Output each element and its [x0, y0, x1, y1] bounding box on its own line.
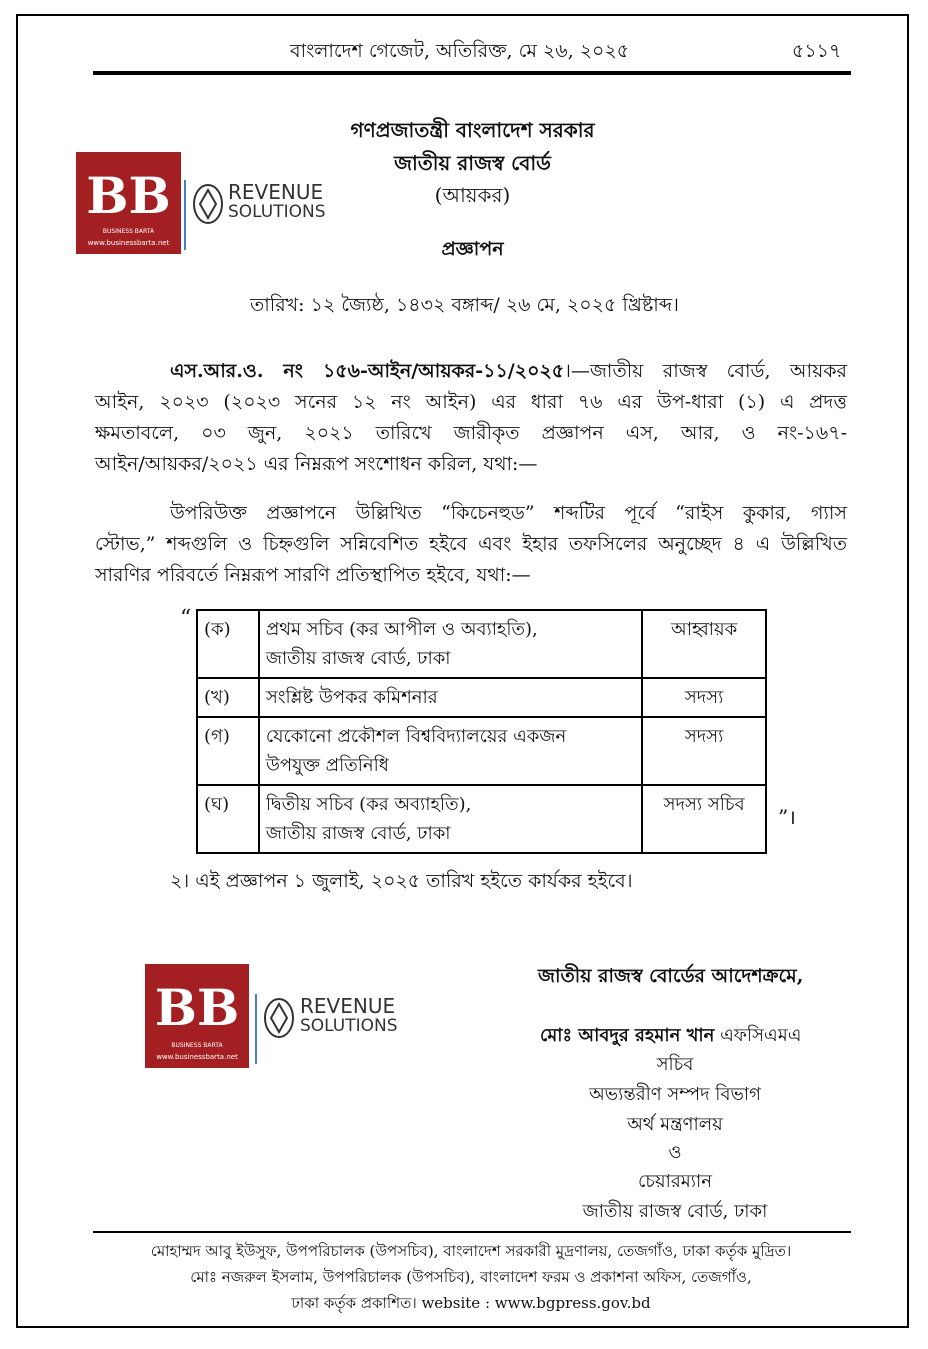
sro-number: এস.আর.ও. নং ১৫৬-আইন/আয়কর-১১/২০২৫: [170, 360, 565, 382]
tax-subtitle: (আয়কর): [434, 183, 511, 207]
row-description: সংশ্লিষ্ট উপকর কমিশনার: [259, 678, 642, 717]
board-title: জাতীয় রাজস্ব বোর্ড: [394, 151, 551, 175]
govt-title: গণপ্রজাতন্ত্রী বাংলাদেশ সরকার: [350, 118, 595, 142]
date-line: তারিখ: ১২ জ্যৈষ্ঠ, ১৪৩২ বঙ্গাব্দ/ ২৬ মে, ২০২৫ খ্রিষ্টাব্দ।: [250, 294, 679, 316]
signatory-division: অভ্যন্তরীণ সম্পদ বিভাগ: [589, 1084, 761, 1105]
table-row: [197, 785, 766, 853]
signatory-title: সচিব: [656, 1054, 694, 1075]
row-code: (খ): [197, 678, 259, 717]
table-row: [197, 678, 766, 717]
gazette-header: বাংলাদেশ গেজেট, অতিরিক্ত, মে ২৬, ২০২৫: [290, 40, 630, 62]
footer-website: ঢাকা কর্তৃক প্রকাশিত। website : www.bgpress.gov.bd: [291, 1294, 651, 1312]
revenue-solutions-icon: [191, 182, 225, 226]
business-barta-logo: BB BUSINESS BARTA www.businessbarta.net: [76, 152, 181, 254]
footer-publisher: মোঃ নজরুল ইসলাম, উপপরিচালক (উপসচিব), বাংলাদেশ ফরম ও প্রকাশনা অফিস, তেজগাঁও,: [190, 1268, 752, 1286]
signatory-name: মোঃ আবদুর রহমান খান এফসিএমএ: [540, 1025, 802, 1046]
table-row: [197, 610, 766, 678]
effective-date-paragraph: ২। এই প্রজ্ঞাপন ১ জুলাই, ২০২৫ তারিখ হইতে কার্যকর হইবে।: [170, 870, 633, 892]
watermark-logo: BB BUSINESS BARTA www.businessbarta.net REVENUE SOLUTIONS: [76, 152, 356, 254]
header-rule: [93, 71, 851, 75]
table-close-quote: ”।: [778, 805, 796, 829]
row-description: প্রথম সচিব (কর আপীল ও অব্যাহতি), জাতীয় রাজস্ব বোর্ড, ঢাকা: [259, 610, 642, 678]
row-role: সদস্য: [642, 678, 766, 717]
row-role: আহ্বায়ক: [642, 610, 766, 678]
paragraph-1: এস.আর.ও. নং ১৫৬-আইন/আয়কর-১১/২০২৫।—জাতীয় রাজস্ব বোর্ড, আয়কর আইন, ২০২৩ (২০২৩ সনের ১২ নং আইন) এর ধারা ৭৬ এর উপ-ধারা (১) এ প্রদত্ত ক্ষমতাবলে, ০৩ জুন, ২০২১ তারিখে জারীকৃত প্রজ্ঞাপন এস, আর, ও নং-১৬৭- আইন/আয়কর/২০২১ এর নিম্নরূপ সংশোধন করিল, যথা:—: [95, 360, 848, 475]
committee-table: [196, 609, 767, 854]
table-open-quote: “: [180, 606, 192, 631]
row-description: যেকোনো প্রকৌশল বিশ্ববিদ্যালয়ের একজন উপযুক্ত প্রতিনিধি: [259, 717, 642, 785]
signatory-chairman: চেয়ারম্যান: [638, 1171, 712, 1192]
paragraph-2: উপরিউক্ত প্রজ্ঞাপনে উল্লিখিত “কিচেনহুড” শব্দটির পূর্বে “রাইস কুকার, গ্যাস স্টোভ,” শব্দগুলি ও চিহ্নগুলি সন্নিবেশিত হইবে এবং ইহার তফসিলের অনুচ্ছেদ ৪ এ উল্লিখিত সারণির পরিবর্তে নিম্নরূপ সারণি প্রতিস্থাপিত হইবে, যথা:—: [95, 502, 847, 586]
row-code: (ঘ): [197, 785, 259, 853]
table-row: [197, 717, 766, 785]
business-barta-logo: BB BUSINESS BARTA www.businessbarta.net: [145, 964, 249, 1068]
row-role: সদস্য সচিব: [642, 785, 766, 853]
signatory-board: জাতীয় রাজস্ব বোর্ড, ঢাকা: [582, 1201, 768, 1222]
signatory-ministry: অর্থ মন্ত্রণালয়: [627, 1114, 723, 1135]
row-code: (গ): [197, 717, 259, 785]
row-code: (ক): [197, 610, 259, 678]
row-role: সদস্য: [642, 717, 766, 785]
footer-printer: মোহাম্মদ আবু ইউসুফ, উপপরিচালক (উপসচিব), বাংলাদেশ সরকারী মুদ্রণালয়, তেজগাঁও, ঢাকা কর্তৃক মুদ্রিত।: [150, 1242, 792, 1260]
signatory-and: ও: [668, 1142, 682, 1163]
revenue-solutions-icon: [262, 996, 296, 1040]
row-description: দ্বিতীয় সচিব (কর অব্যাহতি), জাতীয় রাজস্ব বোর্ড, ঢাকা: [259, 785, 642, 853]
page-number: ৫১১৭: [792, 40, 842, 62]
footer-rule: [93, 1231, 851, 1233]
order-line: জাতীয় রাজস্ব বোর্ডের আদেশক্রমে,: [538, 965, 804, 987]
notification-title: প্রজ্ঞাপন: [441, 238, 504, 260]
watermark-logo: BB BUSINESS BARTA www.businessbarta.net REVENUE SOLUTIONS: [145, 964, 430, 1068]
